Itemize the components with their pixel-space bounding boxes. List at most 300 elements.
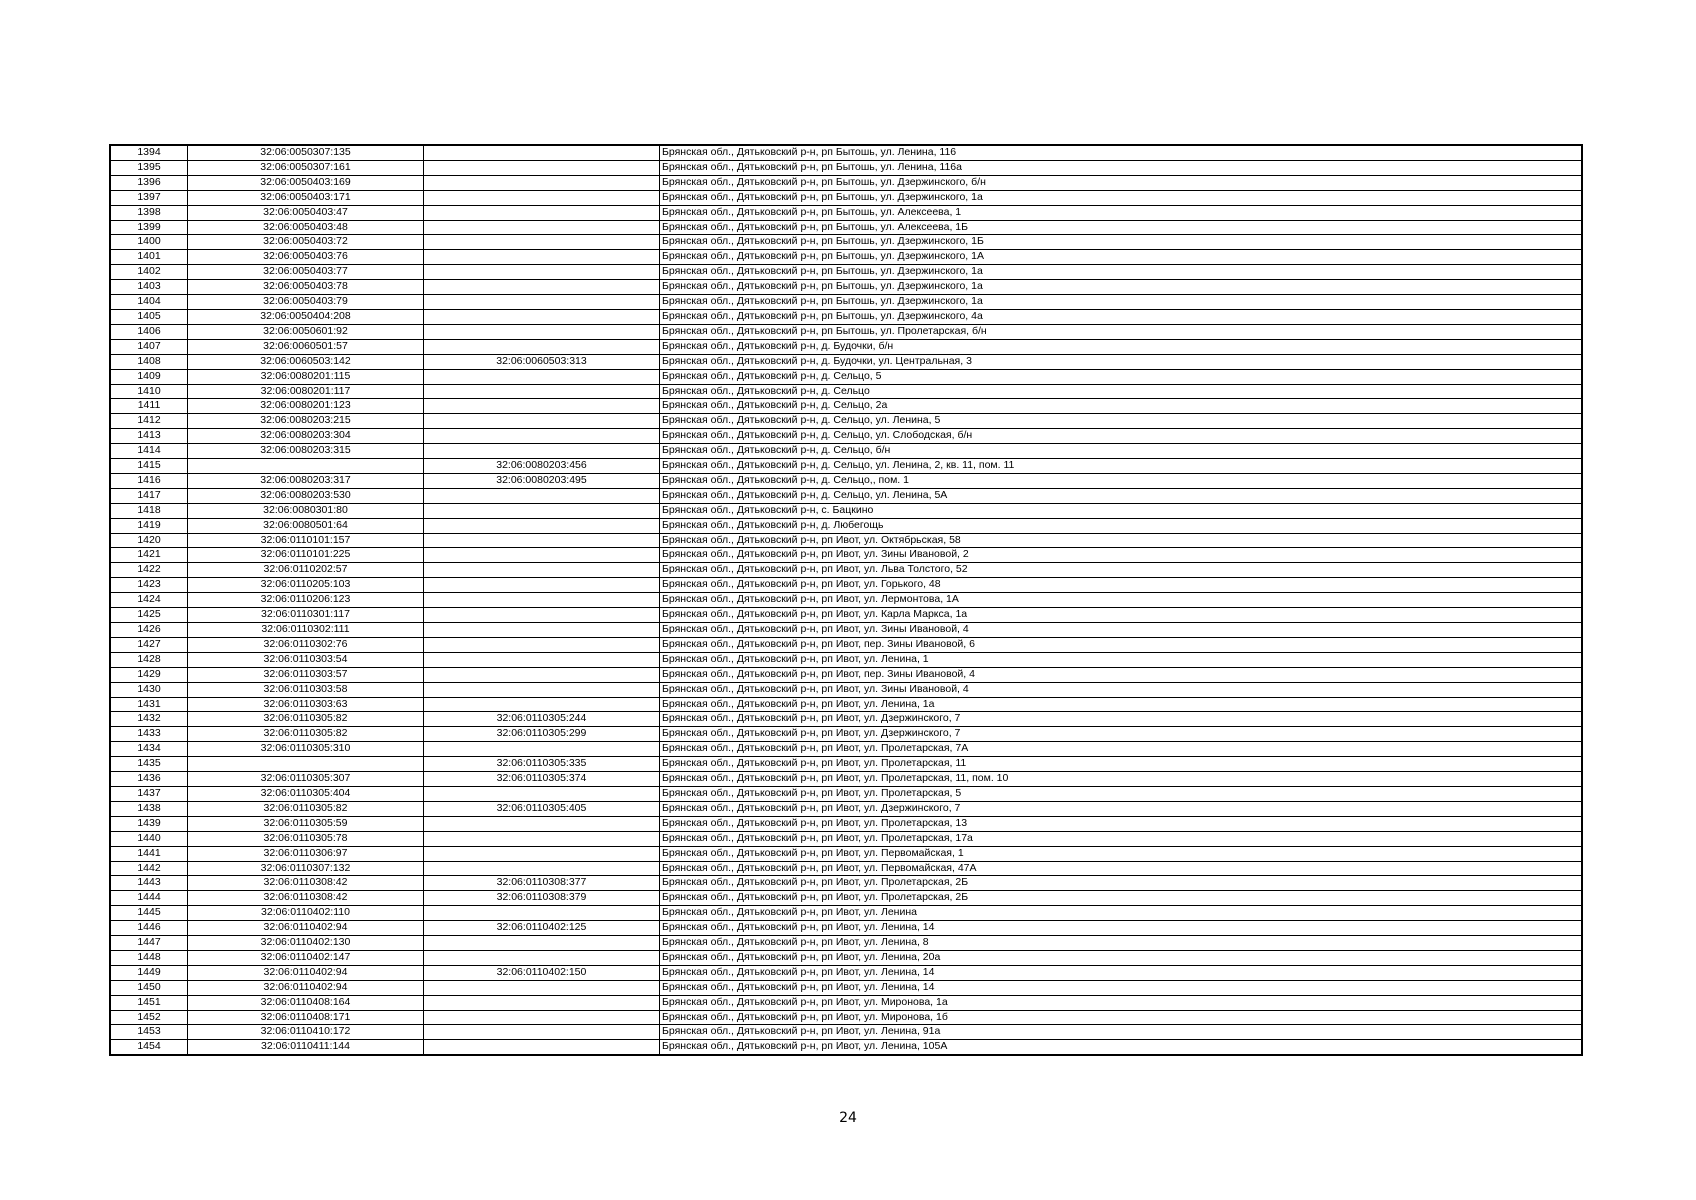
object-number-cell <box>424 846 660 861</box>
table-row <box>110 354 1582 369</box>
row-number-cell: 1396 <box>110 175 188 190</box>
cadastral-number-cell: 32:06:0060501:57 <box>188 339 424 354</box>
address-cell: Брянская обл., Дятьковский р-н, д. Сельцо, б/н <box>660 444 1583 459</box>
address-cell: Брянская обл., Дятьковский р-н, рп Ивот, ул. Карла Маркса, 1а <box>660 608 1583 623</box>
table-row <box>110 309 1582 324</box>
object-number-cell <box>424 160 660 175</box>
address-cell: Брянская обл., Дятьковский р-н, д. Сельцо, 5 <box>660 369 1583 384</box>
cadastral-number-cell: 32:06:0050307:135 <box>188 145 424 160</box>
cadastral-number-cell: 32:06:0110302:76 <box>188 637 424 652</box>
row-number-cell: 1424 <box>110 593 188 608</box>
row-number-cell: 1427 <box>110 637 188 652</box>
address-cell: Брянская обл., Дятьковский р-н, д. Будочки, ул. Центральная, 3 <box>660 354 1583 369</box>
row-number-cell: 1434 <box>110 742 188 757</box>
object-number-cell <box>424 936 660 951</box>
cadastral-number-cell: 32:06:0110205:103 <box>188 578 424 593</box>
table-row <box>110 682 1582 697</box>
cadastral-number-cell: 32:06:0080203:215 <box>188 414 424 429</box>
address-cell: Брянская обл., Дятьковский р-н, рп Ивот, ул. Ленина, 1а <box>660 697 1583 712</box>
cadastral-number-cell: 32:06:0050404:208 <box>188 309 424 324</box>
cadastral-number-cell: 32:06:0080203:530 <box>188 488 424 503</box>
cadastral-number-cell: 32:06:0050403:76 <box>188 250 424 265</box>
table-row <box>110 324 1582 339</box>
address-cell: Брянская обл., Дятьковский р-н, рп Бытошь, ул. Дзержинского, 1а <box>660 265 1583 280</box>
object-number-cell <box>424 220 660 235</box>
object-number-cell <box>424 667 660 682</box>
table-row <box>110 444 1582 459</box>
table-row <box>110 175 1582 190</box>
cadastral-number-cell: 32:06:0080201:115 <box>188 369 424 384</box>
address-cell: Брянская обл., Дятьковский р-н, рп Бытошь, ул. Дзержинского, 1Б <box>660 235 1583 250</box>
address-cell: Брянская обл., Дятьковский р-н, рп Ивот, ул. Пролетарская, 5 <box>660 786 1583 801</box>
address-cell: Брянская обл., Дятьковский р-н, рп Бытошь, ул. Дзержинского, 4а <box>660 309 1583 324</box>
object-number-cell <box>424 563 660 578</box>
table-row <box>110 593 1582 608</box>
address-cell: Брянская обл., Дятьковский р-н, рп Ивот, ул. Пролетарская, 11 <box>660 757 1583 772</box>
cadastral-number-cell: 32:06:0080203:304 <box>188 429 424 444</box>
table-row <box>110 861 1582 876</box>
address-cell: Брянская обл., Дятьковский р-н, рп Ивот, ул. Дзержинского, 7 <box>660 801 1583 816</box>
address-cell: Брянская обл., Дятьковский р-н, рп Ивот, ул. Ленина, 14 <box>660 980 1583 995</box>
table-row <box>110 831 1582 846</box>
table-row <box>110 190 1582 205</box>
row-number-cell: 1452 <box>110 1010 188 1025</box>
row-number-cell: 1404 <box>110 295 188 310</box>
row-number-cell: 1410 <box>110 384 188 399</box>
table-row <box>110 578 1582 593</box>
table-row <box>110 369 1582 384</box>
object-number-cell: 32:06:0060503:313 <box>424 354 660 369</box>
cadastral-number-cell: 32:06:0110308:42 <box>188 891 424 906</box>
row-number-cell: 1423 <box>110 578 188 593</box>
table-row <box>110 533 1582 548</box>
cadastral-number-cell: 32:06:0080203:317 <box>188 473 424 488</box>
address-cell: Брянская обл., Дятьковский р-н, д. Сельцо, ул. Ленина, 5А <box>660 488 1583 503</box>
row-number-cell: 1421 <box>110 548 188 563</box>
row-number-cell: 1413 <box>110 429 188 444</box>
object-number-cell <box>424 488 660 503</box>
cadastral-number-cell: 32:06:0050403:72 <box>188 235 424 250</box>
table-row <box>110 339 1582 354</box>
table-row <box>110 160 1582 175</box>
object-number-cell <box>424 429 660 444</box>
table-row <box>110 757 1582 772</box>
object-number-cell <box>424 593 660 608</box>
table-row <box>110 608 1582 623</box>
cadastral-number-cell: 32:06:0060503:142 <box>188 354 424 369</box>
cadastral-number-cell: 32:06:0110305:310 <box>188 742 424 757</box>
row-number-cell: 1439 <box>110 816 188 831</box>
table-row <box>110 563 1582 578</box>
cadastral-number-cell: 32:06:0110402:94 <box>188 965 424 980</box>
cadastral-number-cell: 32:06:0110305:82 <box>188 727 424 742</box>
object-number-cell <box>424 697 660 712</box>
table-row <box>110 891 1582 906</box>
cadastral-number-cell: 32:06:0050403:48 <box>188 220 424 235</box>
object-number-cell <box>424 369 660 384</box>
table-row <box>110 712 1582 727</box>
object-number-cell <box>424 623 660 638</box>
cadastral-number-cell <box>188 757 424 772</box>
row-number-cell: 1422 <box>110 563 188 578</box>
row-number-cell: 1428 <box>110 652 188 667</box>
object-number-cell <box>424 190 660 205</box>
address-cell: Брянская обл., Дятьковский р-н, рп Ивот, ул. Ленина, 14 <box>660 965 1583 980</box>
cadastral-number-cell: 32:06:0080203:315 <box>188 444 424 459</box>
table-row <box>110 786 1582 801</box>
cadastral-number-cell: 32:06:0110305:82 <box>188 801 424 816</box>
object-number-cell <box>424 518 660 533</box>
table-row <box>110 459 1582 474</box>
row-number-cell: 1411 <box>110 399 188 414</box>
address-cell: Брянская обл., Дятьковский р-н, рп Ивот, ул. Льва Толстого, 52 <box>660 563 1583 578</box>
table-row <box>110 980 1582 995</box>
object-number-cell <box>424 309 660 324</box>
row-number-cell: 1454 <box>110 1040 188 1055</box>
object-number-cell <box>424 682 660 697</box>
row-number-cell: 1400 <box>110 235 188 250</box>
row-number-cell: 1438 <box>110 801 188 816</box>
cadastral-number-cell: 32:06:0110305:78 <box>188 831 424 846</box>
address-cell: Брянская обл., Дятьковский р-н, рп Бытошь, ул. Дзержинского, 1а <box>660 295 1583 310</box>
table-row <box>110 280 1582 295</box>
table-row <box>110 220 1582 235</box>
object-number-cell: 32:06:0110305:335 <box>424 757 660 772</box>
page-number: 24 <box>839 1110 857 1126</box>
row-number-cell: 1418 <box>110 503 188 518</box>
cadastral-number-cell: 32:06:0110305:82 <box>188 712 424 727</box>
object-number-cell <box>424 339 660 354</box>
address-cell: Брянская обл., Дятьковский р-н, рп Ивот, ул. Пролетарская, 2Б <box>660 891 1583 906</box>
row-number-cell: 1405 <box>110 309 188 324</box>
object-number-cell <box>424 578 660 593</box>
address-cell: Брянская обл., Дятьковский р-н, рп Ивот, ул. Пролетарская, 7А <box>660 742 1583 757</box>
row-number-cell: 1442 <box>110 861 188 876</box>
table-row <box>110 1040 1582 1055</box>
object-number-cell <box>424 995 660 1010</box>
object-number-cell <box>424 145 660 160</box>
row-number-cell: 1435 <box>110 757 188 772</box>
table-row <box>110 145 1582 160</box>
row-number-cell: 1425 <box>110 608 188 623</box>
object-number-cell <box>424 444 660 459</box>
cadastral-number-cell: 32:06:0110308:42 <box>188 876 424 891</box>
table-row <box>110 518 1582 533</box>
row-number-cell: 1412 <box>110 414 188 429</box>
table-row <box>110 801 1582 816</box>
row-number-cell: 1436 <box>110 772 188 787</box>
cadastral-number-cell: 32:06:0110408:171 <box>188 1010 424 1025</box>
table-row <box>110 995 1582 1010</box>
object-number-cell <box>424 235 660 250</box>
row-number-cell: 1449 <box>110 965 188 980</box>
table-row <box>110 473 1582 488</box>
address-cell: Брянская обл., Дятьковский р-н, д. Сельцо <box>660 384 1583 399</box>
table-row <box>110 1010 1582 1025</box>
cadastral-number-cell: 32:06:0110307:132 <box>188 861 424 876</box>
table-row <box>110 384 1582 399</box>
row-number-cell: 1446 <box>110 921 188 936</box>
cadastral-number-cell: 32:06:0110306:97 <box>188 846 424 861</box>
object-number-cell <box>424 295 660 310</box>
row-number-cell: 1441 <box>110 846 188 861</box>
row-number-cell: 1445 <box>110 906 188 921</box>
address-cell: Брянская обл., Дятьковский р-н, рп Бытошь, ул. Дзержинского, б/н <box>660 175 1583 190</box>
address-cell: Брянская обл., Дятьковский р-н, рп Ивот, ул. Первомайская, 1 <box>660 846 1583 861</box>
cadastral-number-cell: 32:06:0110303:58 <box>188 682 424 697</box>
address-cell: Брянская обл., Дятьковский р-н, рп Ивот, ул. Пролетарская, 11, пом. 10 <box>660 772 1583 787</box>
row-number-cell: 1408 <box>110 354 188 369</box>
row-number-cell: 1431 <box>110 697 188 712</box>
object-number-cell <box>424 414 660 429</box>
cadastral-number-cell: 32:06:0110402:94 <box>188 980 424 995</box>
row-number-cell: 1429 <box>110 667 188 682</box>
address-cell: Брянская обл., Дятьковский р-н, д. Сельцо,, пом. 1 <box>660 473 1583 488</box>
address-cell: Брянская обл., Дятьковский р-н, рп Ивот, ул. Лермонтова, 1А <box>660 593 1583 608</box>
table-row <box>110 429 1582 444</box>
object-number-cell: 32:06:0110305:405 <box>424 801 660 816</box>
address-cell: Брянская обл., Дятьковский р-н, рп Ивот, ул. Миронова, 1б <box>660 1010 1583 1025</box>
address-cell: Брянская обл., Дятьковский р-н, рп Бытошь, ул. Дзержинского, 1А <box>660 250 1583 265</box>
address-cell: Брянская обл., Дятьковский р-н, рп Ивот, ул. Зины Ивановой, 4 <box>660 682 1583 697</box>
cadastral-number-cell: 32:06:0110411:144 <box>188 1040 424 1055</box>
cadastral-number-cell: 32:06:0110402:94 <box>188 921 424 936</box>
address-cell: Брянская обл., Дятьковский р-н, рп Бытошь, ул. Ленина, 116а <box>660 160 1583 175</box>
table-row <box>110 727 1582 742</box>
table-row <box>110 667 1582 682</box>
object-number-cell <box>424 980 660 995</box>
row-number-cell: 1451 <box>110 995 188 1010</box>
object-number-cell <box>424 831 660 846</box>
row-number-cell: 1414 <box>110 444 188 459</box>
address-cell: Брянская обл., Дятьковский р-н, рп Ивот, ул. Зины Ивановой, 4 <box>660 623 1583 638</box>
row-number-cell: 1394 <box>110 145 188 160</box>
cadastral-number-cell: 32:06:0080301:80 <box>188 503 424 518</box>
address-cell: Брянская обл., Дятьковский р-н, рп Ивот, ул. Ленина, 20а <box>660 950 1583 965</box>
row-number-cell: 1416 <box>110 473 188 488</box>
address-cell: Брянская обл., Дятьковский р-н, рп Бытошь, ул. Алексеева, 1 <box>660 205 1583 220</box>
address-cell: Брянская обл., Дятьковский р-н, рп Бытошь, ул. Ленина, 116 <box>660 145 1583 160</box>
address-cell: Брянская обл., Дятьковский р-н, д. Сельцо, 2а <box>660 399 1583 414</box>
table-row <box>110 637 1582 652</box>
address-cell: Брянская обл., Дятьковский р-н, с. Бацкино <box>660 503 1583 518</box>
address-cell: Брянская обл., Дятьковский р-н, д. Будочки, б/н <box>660 339 1583 354</box>
address-cell: Брянская обл., Дятьковский р-н, рп Ивот, пер. Зины Ивановой, 6 <box>660 637 1583 652</box>
row-number-cell: 1420 <box>110 533 188 548</box>
object-number-cell <box>424 608 660 623</box>
table-row <box>110 235 1582 250</box>
cadastral-number-cell: 32:06:0110402:147 <box>188 950 424 965</box>
row-number-cell: 1448 <box>110 950 188 965</box>
row-number-cell: 1433 <box>110 727 188 742</box>
row-number-cell: 1406 <box>110 324 188 339</box>
cadastral-number-cell: 32:06:0050403:79 <box>188 295 424 310</box>
row-number-cell: 1395 <box>110 160 188 175</box>
object-number-cell: 32:06:0110402:150 <box>424 965 660 980</box>
address-cell: Брянская обл., Дятьковский р-н, рп Ивот, ул. Пролетарская, 17а <box>660 831 1583 846</box>
cadastral-number-cell: 32:06:0110202:57 <box>188 563 424 578</box>
cadastral-number-cell: 32:06:0050403:171 <box>188 190 424 205</box>
object-number-cell <box>424 384 660 399</box>
row-number-cell: 1399 <box>110 220 188 235</box>
cadastral-number-cell: 32:06:0110301:117 <box>188 608 424 623</box>
cadastral-number-cell: 32:06:0050403:169 <box>188 175 424 190</box>
address-cell: Брянская обл., Дятьковский р-н, д. Сельцо, ул. Ленина, 2, кв. 11, пом. 11 <box>660 459 1583 474</box>
table-row <box>110 205 1582 220</box>
property-registry-table <box>109 144 1583 1056</box>
object-number-cell <box>424 786 660 801</box>
cadastral-number-cell: 32:06:0110408:164 <box>188 995 424 1010</box>
address-cell: Брянская обл., Дятьковский р-н, рп Ивот, ул. Миронова, 1а <box>660 995 1583 1010</box>
cadastral-number-cell: 32:06:0050403:78 <box>188 280 424 295</box>
object-number-cell: 32:06:0080203:456 <box>424 459 660 474</box>
address-cell: Брянская обл., Дятьковский р-н, рп Ивот, ул. Ленина <box>660 906 1583 921</box>
address-cell: Брянская обл., Дятьковский р-н, д. Сельцо, ул. Слободская, б/н <box>660 429 1583 444</box>
row-number-cell: 1426 <box>110 623 188 638</box>
cadastral-number-cell: 32:06:0110410:172 <box>188 1025 424 1040</box>
object-number-cell <box>424 816 660 831</box>
row-number-cell: 1403 <box>110 280 188 295</box>
object-number-cell <box>424 861 660 876</box>
object-number-cell: 32:06:0110308:379 <box>424 891 660 906</box>
object-number-cell: 32:06:0080203:495 <box>424 473 660 488</box>
table-row <box>110 503 1582 518</box>
table-row <box>110 921 1582 936</box>
row-number-cell: 1398 <box>110 205 188 220</box>
address-cell: Брянская обл., Дятьковский р-н, рп Ивот, ул. Первомайская, 47А <box>660 861 1583 876</box>
object-number-cell <box>424 742 660 757</box>
cadastral-number-cell: 32:06:0110206:123 <box>188 593 424 608</box>
table-row <box>110 399 1582 414</box>
cadastral-number-cell: 32:06:0050601:92 <box>188 324 424 339</box>
table-row <box>110 1025 1582 1040</box>
object-number-cell <box>424 503 660 518</box>
address-cell: Брянская обл., Дятьковский р-н, рп Ивот, ул. Ленина, 105А <box>660 1040 1583 1055</box>
address-cell: Брянская обл., Дятьковский р-н, д. Любегощь <box>660 518 1583 533</box>
object-number-cell: 32:06:0110305:244 <box>424 712 660 727</box>
address-cell: Брянская обл., Дятьковский р-н, рп Бытошь, ул. Дзержинского, 1а <box>660 190 1583 205</box>
object-number-cell <box>424 950 660 965</box>
table-row <box>110 965 1582 980</box>
object-number-cell <box>424 1025 660 1040</box>
table-row <box>110 816 1582 831</box>
cadastral-number-cell: 32:06:0110101:157 <box>188 533 424 548</box>
cadastral-number-cell: 32:06:0110303:54 <box>188 652 424 667</box>
object-number-cell <box>424 205 660 220</box>
table-row <box>110 697 1582 712</box>
address-cell: Брянская обл., Дятьковский р-н, рп Ивот, ул. Дзержинского, 7 <box>660 727 1583 742</box>
address-cell: Брянская обл., Дятьковский р-н, рп Ивот, ул. Ленина, 8 <box>660 936 1583 951</box>
row-number-cell: 1409 <box>110 369 188 384</box>
cadastral-number-cell: 32:06:0110305:404 <box>188 786 424 801</box>
address-cell: Брянская обл., Дятьковский р-н, рп Бытошь, ул. Алексеева, 1Б <box>660 220 1583 235</box>
table-row <box>110 265 1582 280</box>
cadastral-number-cell: 32:06:0110101:225 <box>188 548 424 563</box>
row-number-cell: 1453 <box>110 1025 188 1040</box>
object-number-cell <box>424 906 660 921</box>
object-number-cell <box>424 652 660 667</box>
object-number-cell <box>424 637 660 652</box>
cadastral-number-cell: 32:06:0080501:64 <box>188 518 424 533</box>
cadastral-number-cell: 32:06:0050403:47 <box>188 205 424 220</box>
cadastral-number-cell: 32:06:0110305:59 <box>188 816 424 831</box>
table-row <box>110 846 1582 861</box>
row-number-cell: 1401 <box>110 250 188 265</box>
object-number-cell <box>424 175 660 190</box>
row-number-cell: 1440 <box>110 831 188 846</box>
address-cell: Брянская обл., Дятьковский р-н, рп Ивот, ул. Ленина, 91а <box>660 1025 1583 1040</box>
cadastral-number-cell: 32:06:0110305:307 <box>188 772 424 787</box>
cadastral-number-cell: 32:06:0050307:161 <box>188 160 424 175</box>
row-number-cell: 1437 <box>110 786 188 801</box>
table-row <box>110 906 1582 921</box>
row-number-cell: 1450 <box>110 980 188 995</box>
address-cell: Брянская обл., Дятьковский р-н, рп Ивот, ул. Ленина, 14 <box>660 921 1583 936</box>
table-row <box>110 652 1582 667</box>
address-cell: Брянская обл., Дятьковский р-н, рп Ивот, ул. Горького, 48 <box>660 578 1583 593</box>
address-cell: Брянская обл., Дятьковский р-н, рп Ивот, ул. Октябрьская, 58 <box>660 533 1583 548</box>
object-number-cell <box>424 548 660 563</box>
object-number-cell <box>424 1040 660 1055</box>
object-number-cell <box>424 533 660 548</box>
cadastral-number-cell: 32:06:0110303:57 <box>188 667 424 682</box>
address-cell: Брянская обл., Дятьковский р-н, рп Ивот, ул. Ленина, 1 <box>660 652 1583 667</box>
cadastral-number-cell: 32:06:0050403:77 <box>188 265 424 280</box>
address-cell: Брянская обл., Дятьковский р-н, рп Ивот, ул. Зины Ивановой, 2 <box>660 548 1583 563</box>
cadastral-number-cell: 32:06:0080201:123 <box>188 399 424 414</box>
row-number-cell: 1432 <box>110 712 188 727</box>
table-row <box>110 548 1582 563</box>
address-cell: Брянская обл., Дятьковский р-н, д. Сельцо, ул. Ленина, 5 <box>660 414 1583 429</box>
table-row <box>110 950 1582 965</box>
table-row <box>110 742 1582 757</box>
address-cell: Брянская обл., Дятьковский р-н, рп Бытошь, ул. Дзержинского, 1а <box>660 280 1583 295</box>
row-number-cell: 1447 <box>110 936 188 951</box>
table-row <box>110 936 1582 951</box>
registry-table-body <box>110 145 1582 1055</box>
cadastral-number-cell: 32:06:0110303:63 <box>188 697 424 712</box>
object-number-cell: 32:06:0110402:125 <box>424 921 660 936</box>
object-number-cell <box>424 399 660 414</box>
address-cell: Брянская обл., Дятьковский р-н, рп Ивот, ул. Дзержинского, 7 <box>660 712 1583 727</box>
table-row <box>110 250 1582 265</box>
row-number-cell: 1430 <box>110 682 188 697</box>
address-cell: Брянская обл., Дятьковский р-н, рп Ивот, пер. Зины Ивановой, 4 <box>660 667 1583 682</box>
table-row <box>110 295 1582 310</box>
row-number-cell: 1419 <box>110 518 188 533</box>
cadastral-number-cell: 32:06:0110302:111 <box>188 623 424 638</box>
table-row <box>110 772 1582 787</box>
address-cell: Брянская обл., Дятьковский р-н, рп Бытошь, ул. Пролетарская, б/н <box>660 324 1583 339</box>
row-number-cell: 1444 <box>110 891 188 906</box>
row-number-cell: 1407 <box>110 339 188 354</box>
object-number-cell: 32:06:0110305:299 <box>424 727 660 742</box>
object-number-cell <box>424 324 660 339</box>
table-row <box>110 876 1582 891</box>
table-row <box>110 488 1582 503</box>
object-number-cell: 32:06:0110308:377 <box>424 876 660 891</box>
cadastral-number-cell <box>188 459 424 474</box>
row-number-cell: 1415 <box>110 459 188 474</box>
row-number-cell: 1417 <box>110 488 188 503</box>
object-number-cell: 32:06:0110305:374 <box>424 772 660 787</box>
table-row <box>110 623 1582 638</box>
address-cell: Брянская обл., Дятьковский р-н, рп Ивот, ул. Пролетарская, 2Б <box>660 876 1583 891</box>
cadastral-number-cell: 32:06:0110402:130 <box>188 936 424 951</box>
object-number-cell <box>424 250 660 265</box>
cadastral-number-cell: 32:06:0080201:117 <box>188 384 424 399</box>
object-number-cell <box>424 1010 660 1025</box>
